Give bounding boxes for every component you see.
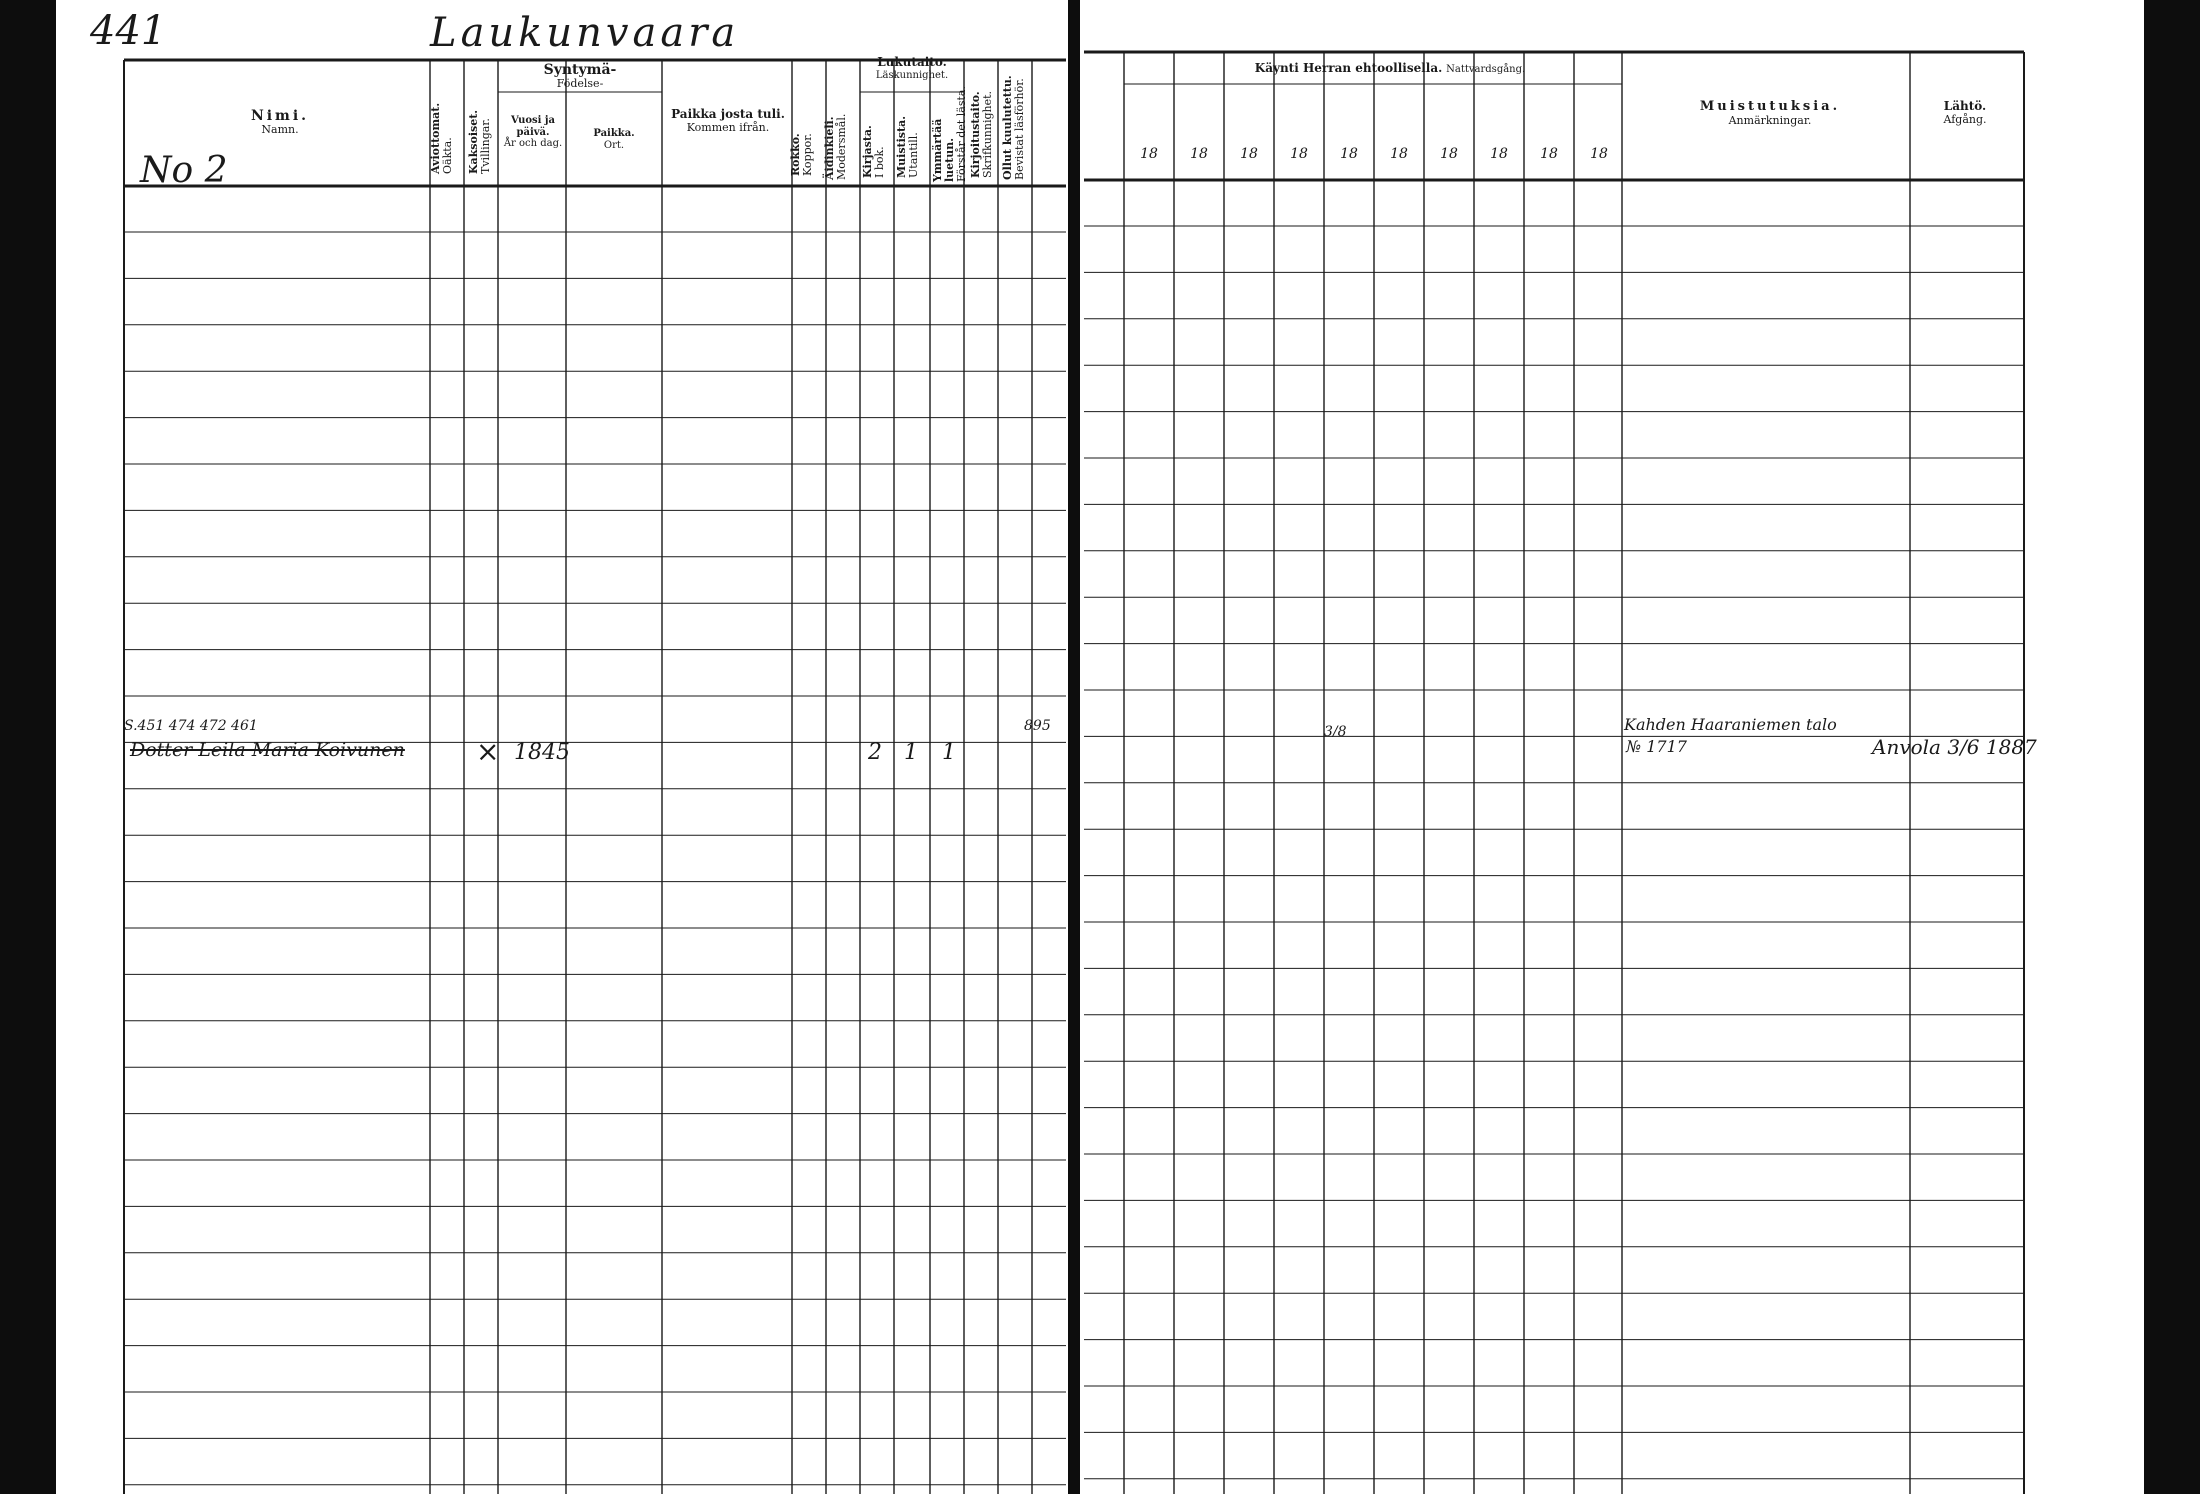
header-name-sv: Namn. [261,123,299,137]
header-understanding-fi: Ymmärtää luetun. [931,118,957,182]
header-literacy-sv: Läskunnighet. [875,69,949,81]
header-writing-fi: Kirjoitustaito. [969,91,982,178]
header-mother-tongue-sv: Modersmål. [835,113,849,180]
entry-book: 2 [868,740,882,765]
header-book [862,108,886,178]
communion-year-label-5: 18 [1390,146,1408,162]
header-understanding [932,76,968,182]
header-understanding-sv: Förstår det lästa. [955,86,969,182]
communion-year-label-7: 18 [1490,146,1508,162]
header-memory-sv: Utantill. [907,132,921,178]
header-literacy-fi: Lukutaito. [877,55,947,69]
communion-year-label-1: 18 [1190,146,1208,162]
header-birth-year [500,115,566,150]
header-departure-fi: Lähtö. [1943,99,1987,113]
header-departure [1910,100,2020,126]
header-stay-sv: Bevistat läsförhör. [1013,78,1027,180]
communion-year-label-9: 18 [1590,146,1608,162]
header-illegitimate-sv: Oäkta. [441,137,455,174]
header-origin-sv: Kommen ifrån. [686,120,770,134]
header-birth-sv: Födelse- [556,77,604,91]
communion-year-label-8: 18 [1540,146,1558,162]
header-twins-fi: Kaksoiset. [467,109,480,174]
header-pox-fi: Rokko. [789,133,802,176]
header-notes-fi: Muistutuksia. [1699,99,1841,114]
header-memory [896,104,920,178]
header-birth-year-sv: År och dag. [503,138,563,149]
header-twins [468,74,492,174]
village-name: Laukunvaara [430,10,740,56]
entry-communion-mark: 3/8 [1324,724,1347,740]
header-notes-sv: Anmärkningar. [1728,113,1812,127]
entry-name: Dotter Leila Maria Koivunen [130,739,405,761]
header-birth-place-fi: Paikka. [593,128,635,139]
header-stay-fi: Ollut kuulutettu. [1001,75,1014,180]
entry-legit-mark: × [476,735,500,768]
header-notes [1660,100,1880,128]
header-communion-sv: Nattvardsgång. [1446,64,1526,75]
entry-note-line1: Kahden Haaraniemen talo [1624,715,1837,734]
communion-year-label-2: 18 [1240,146,1258,162]
header-mother-tongue [824,96,848,180]
page-number: 441 [90,8,167,54]
header-origin [664,108,792,134]
left-scan-edge [0,0,56,1494]
communion-year-label-3: 18 [1290,146,1308,162]
entry-ref-numbers: S.451 474 472 461 [124,718,258,734]
header-mother-tongue-fi: Äidinkieli. [823,116,836,180]
header-stay [1002,70,1026,180]
header-writing-sv: Skrifkunnighet. [981,90,995,178]
header-birth-place-sv: Ort. [603,139,625,151]
header-departure-sv: Afgång. [1943,112,1987,126]
header-twins-sv: Tvillingar. [479,118,493,174]
header-writing [970,68,994,178]
header-name-fi: Nimi. [250,108,310,124]
header-book-fi: Kirjasta. [861,125,874,178]
header-illegitimate-fi: Aviottomat. [429,102,442,174]
book-gutter [1068,0,1080,1494]
entry-birth-year: 1845 [514,740,570,765]
entry-note-line2: № 1717 [1626,737,1687,756]
house-number: No 2 [140,150,228,191]
entry-departure: Anvola 3/6 1887 [1872,735,2037,759]
header-name [200,108,360,137]
header-birth-year-fi: Vuosi ja päivä. [510,115,556,138]
communion-year-label-6: 18 [1440,146,1458,162]
header-birth [500,62,660,91]
header-communion-fi: Käynti Herran ehtoollisella. [1254,61,1443,75]
header-book-sv: I bok. [873,146,887,178]
header-memory-fi: Muistista. [895,115,908,178]
header-illegitimate [430,74,454,174]
header-origin-fi: Paikka josta tuli. [671,107,785,121]
entry-year-attended: 895 [1024,718,1051,734]
header-pox-sv: Koppor. [801,133,815,176]
entry-memory: 1 [904,740,918,765]
header-pox [790,96,814,176]
communion-year-label-4: 18 [1340,146,1358,162]
entry-understanding: 1 [942,740,956,765]
header-birth-place [568,128,660,151]
header-communion [1240,62,1540,76]
right-scan-edge [2144,0,2200,1494]
header-birth-fi: Syntymä- [543,62,617,78]
communion-year-label-0: 18 [1140,146,1158,162]
